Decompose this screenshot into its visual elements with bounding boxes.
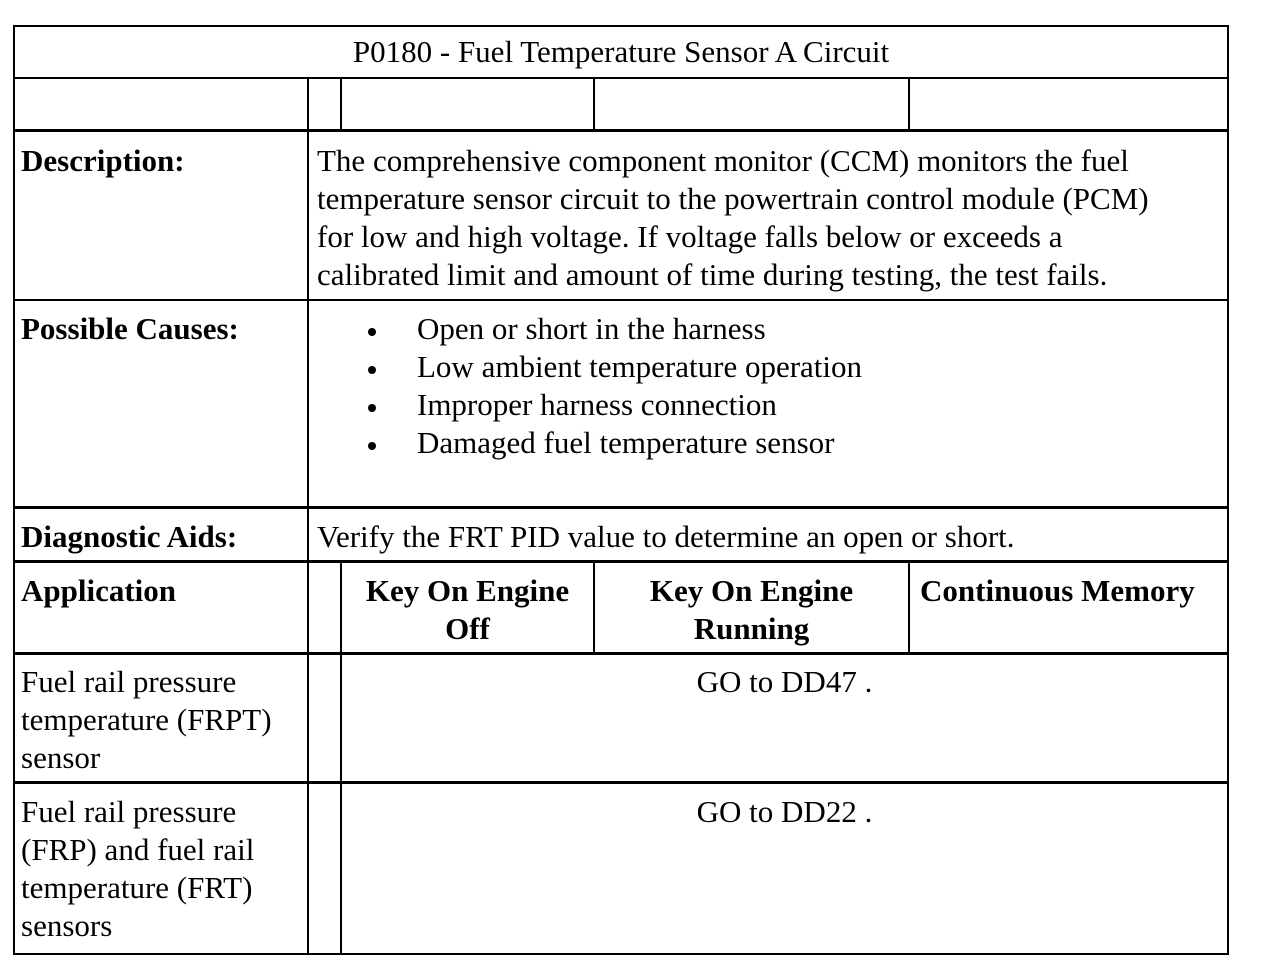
bullet-icon [368, 328, 376, 336]
description-line: for low and high voltage. If voltage falls below or exceeds a [317, 219, 1063, 254]
possible-causes-label: Possible Causes: [21, 311, 239, 346]
page-title: P0180 - Fuel Temperature Sensor A Circuit [352, 34, 890, 69]
description-line: The comprehensive component monitor (CCM) monitors the fuel [317, 143, 1129, 178]
header-koeo: Key On Engine [365, 573, 570, 608]
bullet-icon [368, 442, 376, 450]
bullet-icon [368, 404, 376, 412]
col-divider [593, 77, 595, 129]
cause-item: Improper harness connection [417, 387, 777, 422]
description-line: temperature sensor circuit to the powertrain control module (PCM) [317, 181, 1149, 216]
description-label: Description: [21, 143, 185, 178]
row-divider [13, 781, 1229, 784]
col-divider [340, 77, 342, 129]
description-line: calibrated limit and amount of time during testing, the test fails. [317, 257, 1108, 292]
col-divider [908, 77, 910, 129]
table-border-right [1227, 25, 1229, 955]
table-border-top [13, 25, 1229, 27]
header-continuous-memory: Continuous Memory [920, 573, 1195, 608]
table-border-bottom [13, 953, 1229, 955]
header-koer: Running [693, 611, 810, 646]
action-cell: GO to DD22 . [696, 794, 873, 829]
header-application: Application [21, 573, 177, 608]
cause-item: Low ambient temperature operation [417, 349, 863, 384]
col-divider [307, 77, 309, 955]
header-koeo: Off [445, 611, 490, 646]
diagnostic-aids-label: Diagnostic Aids: [21, 519, 238, 554]
row-divider [13, 77, 1229, 79]
application-cell: temperature (FRPT) [21, 702, 272, 737]
application-cell: Fuel rail pressure [21, 664, 237, 699]
application-cell: (FRP) and fuel rail [21, 832, 255, 867]
application-cell: temperature (FRT) [21, 870, 253, 905]
cause-item: Open or short in the harness [417, 311, 766, 346]
row-divider [13, 652, 1229, 655]
table-border-left [13, 25, 15, 955]
row-divider [13, 506, 1229, 509]
application-cell: Fuel rail pressure [21, 794, 237, 829]
bullet-icon [368, 366, 376, 374]
row-divider [13, 129, 1229, 132]
dtc-table [13, 25, 1229, 955]
diagnostic-aids-text: Verify the FRT PID value to determine an open or short. [317, 519, 1015, 554]
header-koer: Key On Engine [649, 573, 854, 608]
application-cell: sensor [21, 740, 101, 775]
action-cell: GO to DD47 . [696, 664, 873, 699]
row-divider [13, 560, 1229, 563]
application-cell: sensors [21, 908, 113, 943]
cause-item: Damaged fuel temperature sensor [417, 425, 835, 460]
col-divider [908, 560, 910, 652]
row-divider [13, 299, 1229, 301]
